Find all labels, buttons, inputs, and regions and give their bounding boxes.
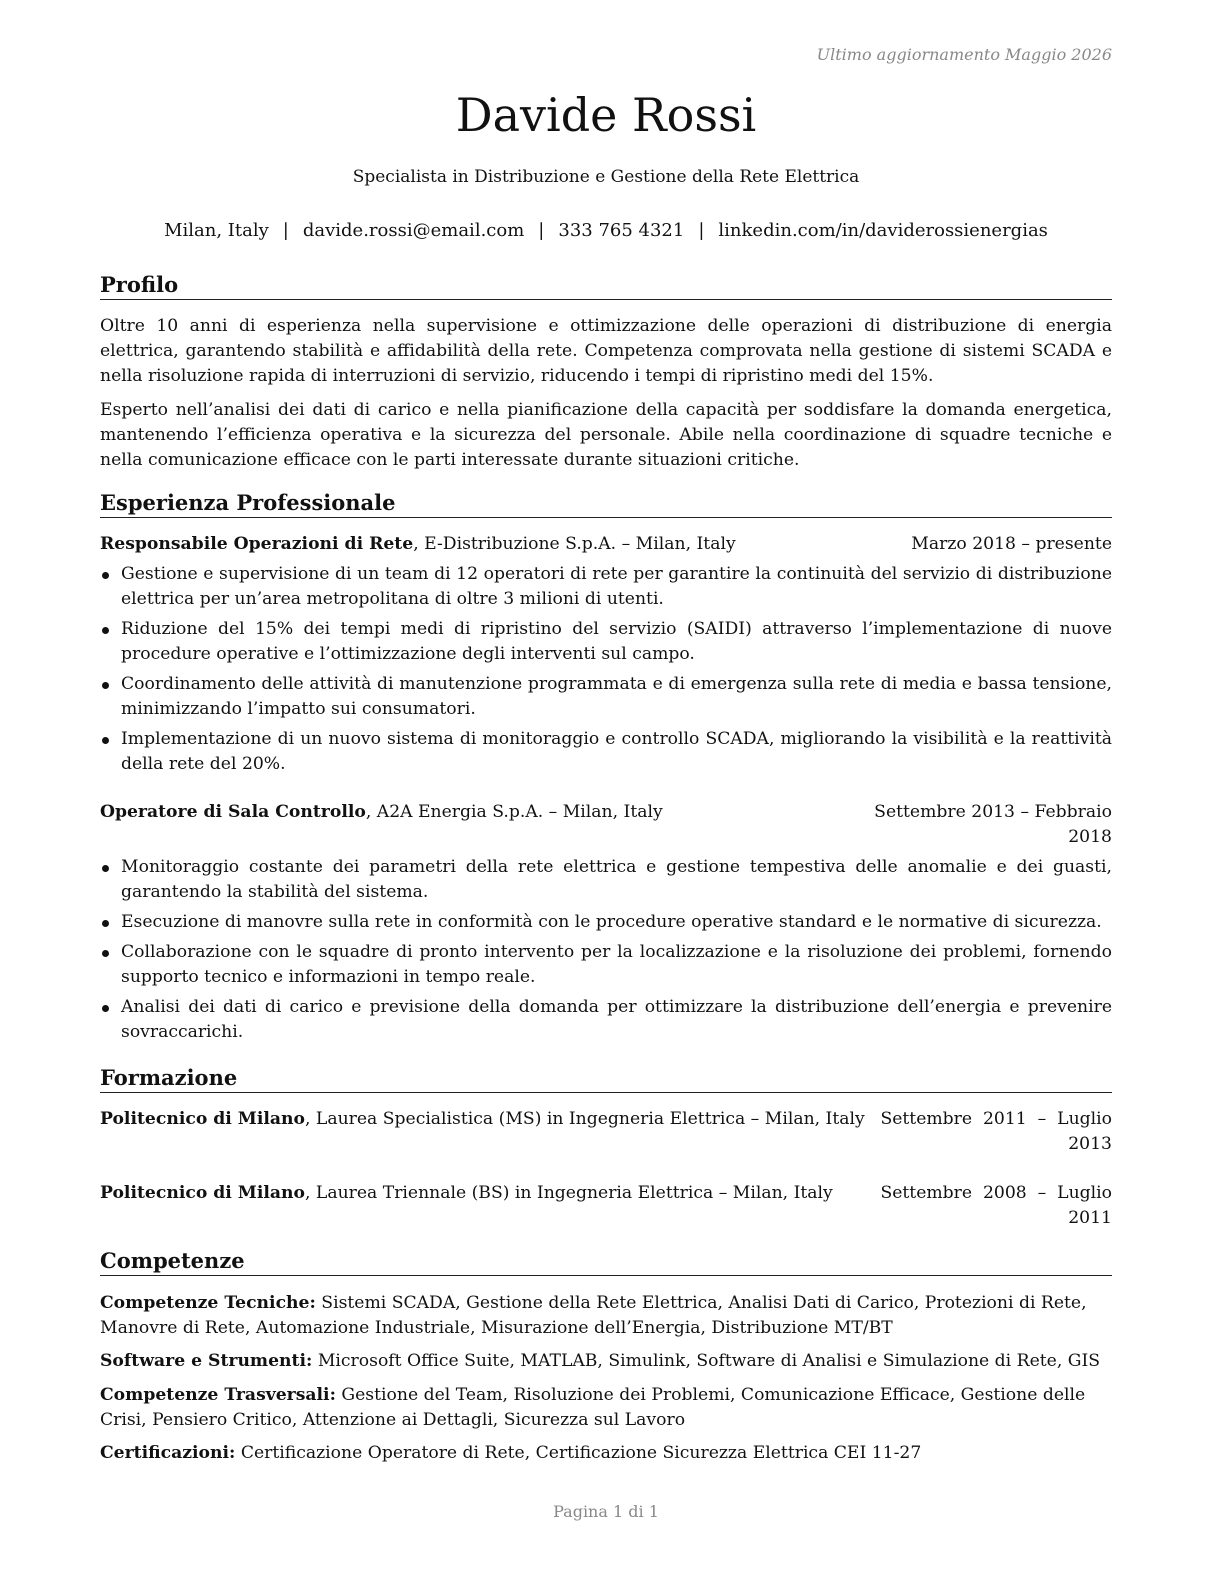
bullet-icon (102, 1005, 109, 1012)
bullet-text: Gestione e supervisione di un team di 12 operatori di rete per garantire la continuità del servizio di distribuzione elettrica per un’area metropolitana di oltre 3 milioni di utenti. (121, 564, 1112, 609)
last-updated: Ultimo aggiornamento Maggio 2026 (816, 45, 1112, 64)
skill-label: Competenze Tecniche: (100, 1293, 316, 1313)
job-org: , A2A Energia S.p.A. – Milan, Italy (365, 802, 663, 822)
skill-line (100, 1349, 1112, 1374)
bullet-text: Riduzione del 15% dei tempi medi di ripristino del servizio (SAIDI) attraverso l’implementazione di nuove procedure operative e l’ottimizzazione degli interventi sul campo. (121, 619, 1112, 664)
skill-value: Gestione del Team, Risoluzione dei Problemi, Comunicazione Efficace, Gestione delle Crisi, Pensiero Critico, Attenzione ai Dettagli, Sicurezza sul Lavoro (100, 1385, 1086, 1430)
bullet-text: Analisi dei dati di carico e previsione della domanda per ottimizzare la distribuzione dell’energia e prevenire sovraccarichi. (121, 997, 1112, 1042)
bullet-icon (102, 682, 109, 689)
list-item (100, 727, 1112, 777)
bullet-icon (102, 627, 109, 634)
school-name: Politecnico di Milano (100, 1109, 305, 1129)
skill-value: Sistemi SCADA, Gestione della Rete Elettrica, Analisi Dati di Carico, Protezioni di Rete, Manovre di Rete, Automazione Industriale, Misurazione dell’Energia, Distribuzione MT/BT (100, 1293, 1087, 1338)
bullet-icon (102, 865, 109, 872)
contact-email[interactable]: davide.rossi@email.com (302, 220, 525, 241)
skill-label: Software e Strumenti: (100, 1351, 313, 1371)
profile-paragraph: Oltre 10 anni di esperienza nella supervisione e ottimizzazione delle operazioni di distribuzione di energia elettrica, garantendo stabilità e affidabilità della rete. Competenza comprovata nella gestione di sistemi SCADA e nella risoluzione rapida di interruzioni di servizio, riducendo i tempi di ripristino medi del 15%. (100, 316, 1112, 386)
job-dates: Marzo 2018 – presente (911, 534, 1112, 554)
contact-location: Milan, Italy (164, 220, 269, 241)
job-org: , E-Distribuzione S.p.A. – Milan, Italy (413, 534, 736, 554)
list-item (100, 910, 1112, 935)
school-name: Politecnico di Milano (100, 1183, 305, 1203)
section-heading-education: Formazione (100, 1065, 1112, 1093)
list-item (100, 672, 1112, 722)
education-dates: Settembre 2008 – Luglio 2011 (880, 1183, 1112, 1228)
contact-linkedin[interactable]: linkedin.com/in/daviderossienergias (718, 220, 1048, 241)
section-heading-experience: Esperienza Professionale (100, 490, 1112, 518)
job-role: Responsabile Operazioni di Rete (100, 534, 414, 554)
skill-value: Certificazione Operatore di Rete, Certificazione Sicurezza Elettrica CEI 11-27 (235, 1443, 922, 1463)
bullet-text: Esecuzione di manovre sulla rete in conformità con le procedure operative standard e le normative di sicurezza. (121, 912, 1102, 932)
education-dates: Settembre 2011 – Luglio 2013 (880, 1109, 1112, 1154)
separator: | (538, 220, 545, 241)
candidate-name: Davide Rossi (455, 88, 757, 142)
page-number: Pagina 1 di 1 (553, 1502, 659, 1521)
list-item (100, 855, 1112, 905)
skill-value: Microsoft Office Suite, MATLAB, Simulink, Software di Analisi e Simulazione di Rete, GIS (312, 1351, 1101, 1371)
bullet-icon (102, 950, 109, 957)
skill-label: Competenze Trasversali: (100, 1385, 336, 1405)
skill-line (100, 1383, 1112, 1433)
bullet-text: Implementazione di un nuovo sistema di monitoraggio e controllo SCADA, migliorando la visibilità e la reattività della rete del 20%. (121, 729, 1112, 774)
contact-line (100, 220, 1112, 241)
bullet-text: Monitoraggio costante dei parametri della rete elettrica e gestione tempestiva delle anomalie e dei guasti, garantendo la stabilità del sistema. (121, 857, 1112, 902)
list-item (100, 617, 1112, 667)
degree: , Laurea Triennale (BS) in Ingegneria Elettrica – Milan, Italy (304, 1183, 833, 1203)
bullet-icon (102, 737, 109, 744)
job-bullets (100, 855, 1112, 1050)
degree: , Laurea Specialistica (MS) in Ingegneria Elettrica – Milan, Italy (304, 1109, 865, 1129)
skill-line (100, 1441, 1112, 1466)
skill-label: Certificazioni: (100, 1443, 236, 1463)
contact-phone: 333 765 4321 (558, 220, 685, 241)
separator: | (698, 220, 705, 241)
skill-line (100, 1291, 1112, 1341)
list-item (100, 562, 1112, 612)
job-bullets (100, 562, 1112, 782)
separator: | (282, 220, 289, 241)
job-dates: Settembre 2013 – Febbraio 2018 (874, 802, 1112, 847)
bullet-text: Collaborazione con le squadre di pronto intervento per la localizzazione e la risoluzione dei problemi, fornendo supporto tecnico e informazioni in tempo reale. (121, 942, 1112, 987)
bullet-icon (102, 920, 109, 927)
list-item (100, 995, 1112, 1045)
section-heading-profile: Profilo (100, 272, 1112, 300)
candidate-title: Specialista in Distribuzione e Gestione della Rete Elettrica (352, 167, 860, 187)
job-role: Operatore di Sala Controllo (100, 802, 366, 822)
profile-paragraph: Esperto nell’analisi dei dati di carico e nella pianificazione della capacità per soddisfare la domanda energetica, mantenendo l’efficienza operativa e la sicurezza del personale. Abile nella coordinazione di squadre tecniche e nella comunicazione efficace con le parti interessate durante situazioni critiche. (100, 400, 1112, 470)
list-item (100, 940, 1112, 990)
resume-page (100, 0, 1112, 1584)
bullet-icon (102, 572, 109, 579)
bullet-text: Coordinamento delle attività di manutenzione programmata e di emergenza sulla rete di media e bassa tensione, minimizzando l’impatto sui consumatori. (121, 674, 1112, 719)
section-heading-skills: Competenze (100, 1248, 1112, 1276)
